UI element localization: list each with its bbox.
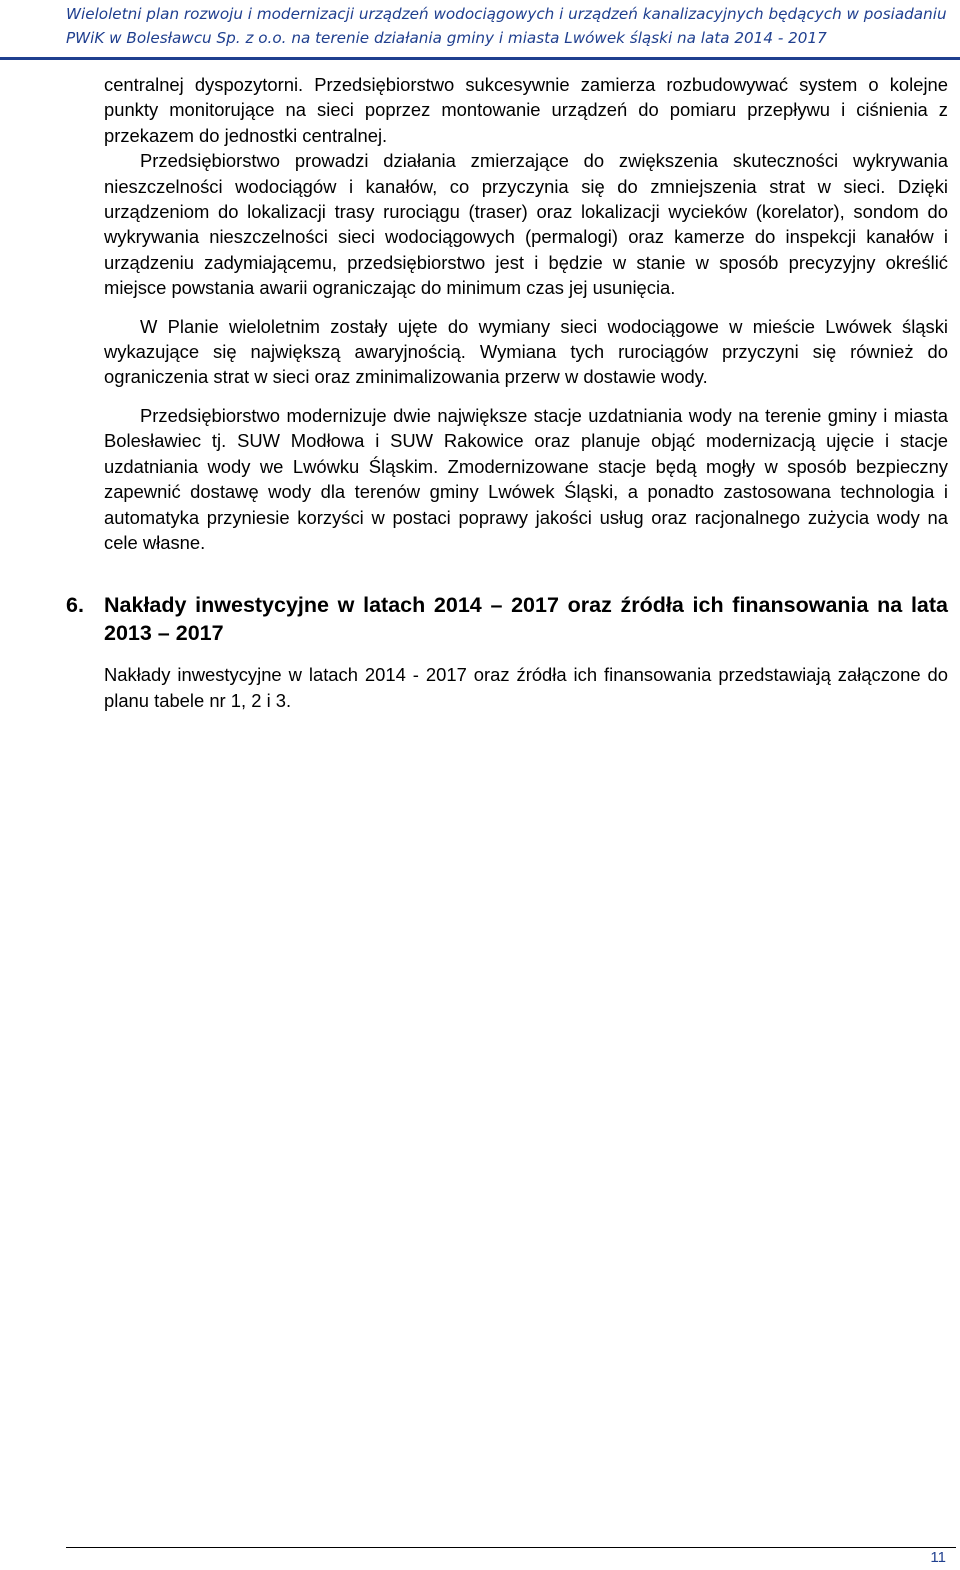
document-body xyxy=(66,72,948,713)
page-header xyxy=(0,0,960,60)
paragraph-water-treatment: Przedsiębiorstwo modernizuje dwie największe stacje uzdatniania wody na terenie gminy i miasta Bolesławiec tj. SUW Modłowa i SUW Rakowice oraz planuje objąć modernizacją ujęcie i stacje uzdatniania wody we Lwówku Śląskim. Zmodernizowane stacje będą mogły w sposób bezpieczny zapewnić dostawę wody dla terenów gminy Lwówek Śląski, a ponadto zastosowana technologia i automatyka przyniesie korzyści w postaci poprawy jakości usług oraz racjonalnego zużycia wody na cele własne. xyxy=(104,404,948,553)
paragraph-network-replacement: W Planie wieloletnim zostały ujęte do wymiany sieci wodociągowe w mieście Lwówek śląski wykazujące się największą awaryjnością. Wymiana tych rurociągów przyczyni się również do ograniczenia strat w sieci oraz zminimalizowania przerw w dostawie wody. xyxy=(104,315,948,388)
paragraph-gap xyxy=(104,301,948,314)
header-title-line-1: Wieloletni plan rozwoju i modernizacji urządzeń wodociągowych i urządzeń kanalizacyjnych będących w posiadaniu xyxy=(66,5,947,23)
section-body-text: Nakłady inwestycyjne w latach 2014 - 2017 oraz źródła ich finansowania przedstawiają załączone do planu tabele nr 1, 2 i 3. xyxy=(104,664,948,711)
footer-divider xyxy=(66,1547,956,1548)
section-title: Nakłady inwestycyjne w latach 2014 – 2017 oraz źródła ich finansowania na lata 2013 – 2017 xyxy=(104,593,948,646)
section-number: 6. xyxy=(66,593,84,618)
paragraph-gap xyxy=(104,390,948,403)
header-divider xyxy=(0,57,960,60)
section-heading xyxy=(66,591,948,647)
paragraph-leak-detection: Przedsiębiorstwo prowadzi działania zmierzające do zwiększenia skuteczności wykrywania nieszczelności wodociągów i kanałów, co przyczynia się do zmniejszenia strat w sieci. Dzięki urządzeniom do lokalizacji trasy rurociągu (traser) oraz lokalizacji wycieków (korelator), sondom do wykrywania nieszczelności sieci wodociągowych (permalogi) oraz kamerze do inspekcji kanałów i urządzeniu zadymiającemu, przedsiębiorstwo jest i będzie w stanie w sposób precyzyjny określić miejsce powstania awarii ograniczając do minimum czas jej usunięcia. xyxy=(104,150,948,299)
header-title-line-2: PWiK w Bolesławcu Sp. z o.o. na terenie działania gminy i miasta Lwówek śląski na lata 2014 - 2017 xyxy=(66,29,827,47)
paragraph-dispatch-system: centralnej dyspozytorni. Przedsiębiorstwo sukcesywnie zamierza rozbudowywać system o kolejne punkty monitorujące na sieci poprzez montowanie urządzeń do pomiaru przepływu i ciśnienia z przekazem do jednostki centralnej. xyxy=(104,74,948,146)
page-number: 11 xyxy=(930,1549,946,1566)
